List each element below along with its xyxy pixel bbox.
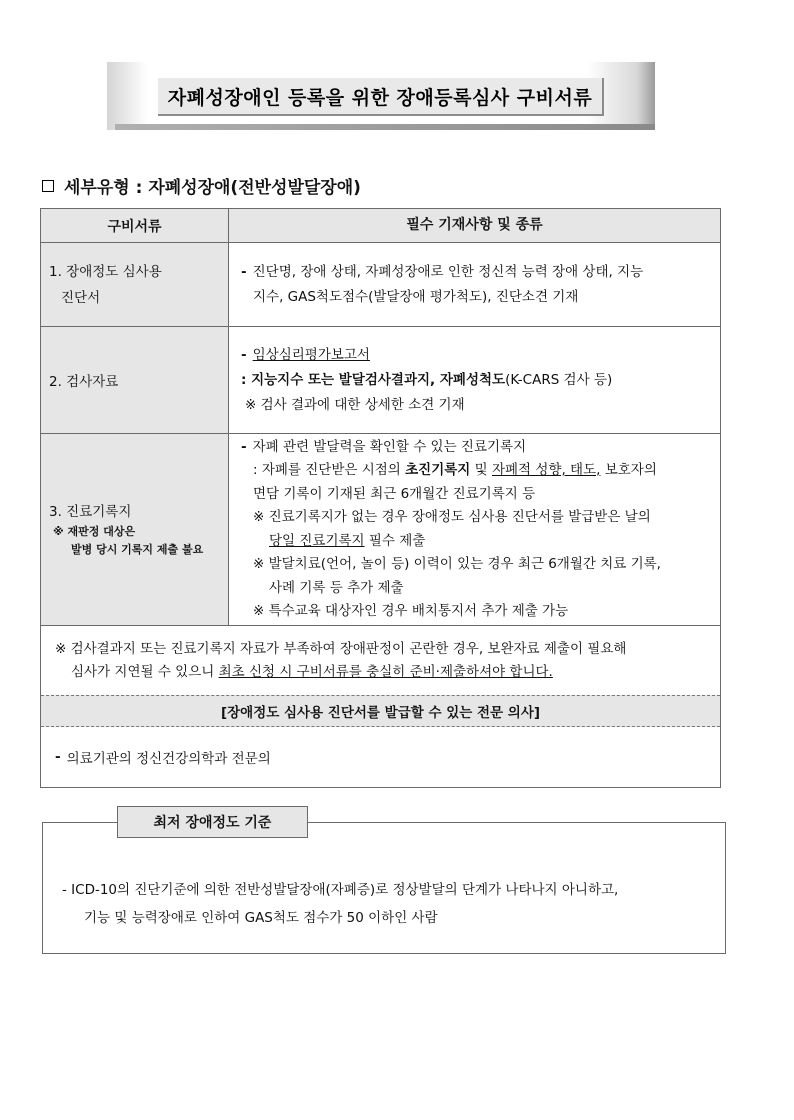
table-row: [41, 326, 720, 433]
req-line: ※ 검사 결과에 대한 상세한 소견 기재: [245, 396, 465, 413]
section-heading-text: 세부유형 : 자폐성장애(전반성발달장애): [64, 178, 361, 198]
dash-bullet: -: [241, 438, 247, 455]
req-line: 당일 진료기록지 필수 제출: [269, 532, 426, 549]
dash-bullet: -: [241, 346, 247, 363]
req-line: 면담 기록이 기재된 최근 6개월간 진료기록지 등: [253, 485, 536, 502]
table-row: [41, 433, 720, 625]
requirement-cell: [229, 434, 720, 625]
req-line: ※ 발달치료(언어, 놀이 등) 이력이 있는 경우 최근 6개월간 치료 기록,: [253, 556, 661, 572]
doc-title-cont: 진단서: [61, 289, 101, 306]
doc-note: ※ 재판정 대상은: [53, 524, 136, 538]
doc-title: 1. 장애정도 심사용: [49, 263, 162, 280]
doctor-text: 의료기관의 정신건강의학과 전문의: [66, 751, 271, 767]
req-line: - 자폐 관련 발달력을 확인할 수 있는 진료기록지: [241, 438, 527, 455]
table-row: [41, 242, 720, 326]
doc-cell: [41, 327, 229, 433]
note-line: 심사가 지연될 수 있으니 최초 신청 시 구비서류를 충실히 준비·제출하셔야 합니다.: [71, 663, 553, 680]
req-line: - 진단명, 장애 상태, 자폐성장애로 인한 정신적 능력 장애 상태, 지능: [241, 263, 644, 280]
req-line: 사례 기록 등 추가 제출: [269, 579, 404, 596]
doc-title: 3. 진료기록지: [49, 503, 132, 520]
req-line: ※ 특수교육 대상자인 경우 배치통지서 추가 제출 가능: [253, 603, 569, 619]
doctor-body: [41, 727, 720, 787]
page-title: 자폐성장애인 등록을 위한 장애등록심사 구비서류: [158, 78, 604, 116]
criteria-text: [62, 876, 712, 932]
table-note: [41, 625, 720, 695]
title-banner: [107, 62, 655, 130]
checkbox-icon: [42, 180, 54, 192]
doctor-header: [장애정도 심사용 진단서를 발급할 수 있는 전문 의사]: [41, 695, 720, 727]
doc-note: 발병 당시 기록지 제출 불요: [71, 542, 204, 556]
requirement-cell: [229, 243, 720, 326]
criteria-label: 최저 장애정도 기준: [117, 806, 308, 838]
table-header-row: [41, 209, 720, 242]
requirement-cell: [229, 327, 720, 433]
section-heading: [42, 173, 361, 198]
req-line: ※ 진료기록지가 없는 경우 장애정도 심사용 진단서를 발급받은 날의: [253, 509, 651, 525]
dash-bullet: -: [55, 749, 61, 765]
header-documents: 구비서류: [41, 209, 229, 242]
req-line: - 임상심리평가보고서: [241, 346, 370, 363]
dash-bullet: -: [241, 263, 247, 280]
req-line: : 자폐를 진단받은 시점의 초진기록지 및 자폐적 성향, 태도, 보호자의: [253, 462, 657, 478]
documents-table: [40, 208, 721, 788]
req-line: : 지능지수 또는 발달검사결과지, 자폐성척도(K-CARS 검사 등): [241, 371, 613, 388]
criteria-line: 기능 및 능력장애로 인하여 GAS척도 점수가 50 이하인 사람: [84, 910, 438, 926]
criteria-line: - ICD-10의 진단기준에 의한 전반성발달장애(자폐증)로 정상발달의 단계가 나타나지 아니하고,: [62, 882, 619, 898]
doc-cell: [41, 243, 229, 326]
req-line: 지수, GAS척도점수(발달장애 평가척도), 진단소견 기재: [253, 288, 579, 305]
note-line: ※ 검사결과지 또는 진료기록지 자료가 부족하여 장애판정이 곤란한 경우, 보완자료 제출이 필요해: [55, 640, 627, 657]
doc-title: 2. 검사자료: [49, 374, 119, 390]
header-requirements: 필수 기재사항 및 종류: [229, 209, 720, 242]
doc-cell: [41, 434, 229, 625]
